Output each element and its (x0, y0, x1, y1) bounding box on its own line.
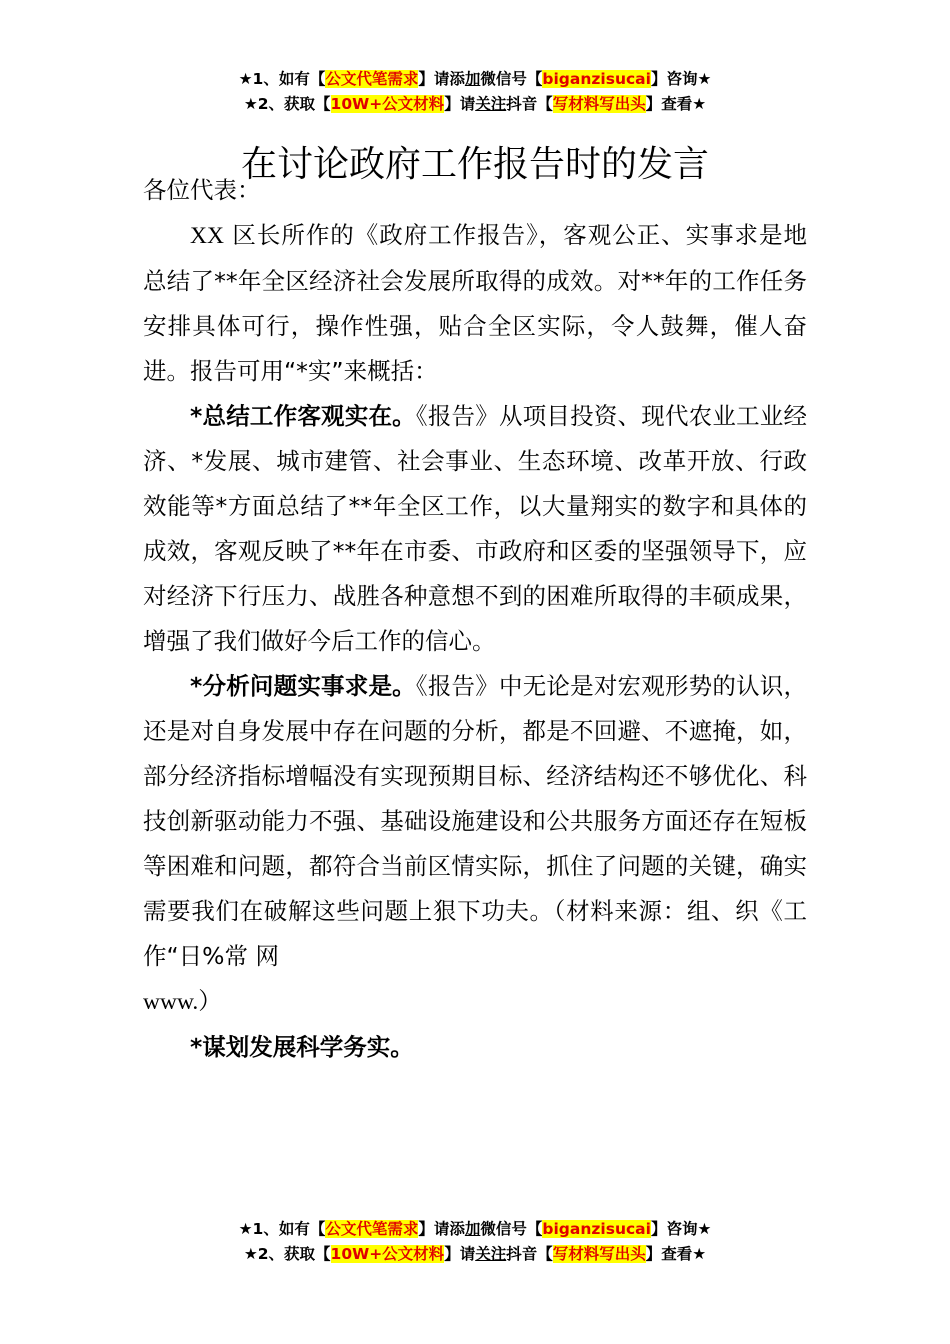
promo-highlight: 10W+公文材料 (330, 1245, 445, 1263)
paragraph-tail: www.） (143, 989, 222, 1015)
promo-text: 】请添 (418, 1220, 465, 1238)
promo-text: 微信号【 (480, 1220, 543, 1238)
promo-text: 】咨询★ (650, 70, 712, 88)
promo-text: ★1、如有【 (238, 1220, 326, 1238)
paragraph-1 (143, 213, 807, 394)
promo-underlined: 加 (464, 70, 481, 88)
paragraph-lead: *总结工作客观实在。 (190, 402, 416, 430)
promo-text: ★2、获取【 (243, 1245, 331, 1263)
promo-text: 】查看★ (645, 95, 707, 113)
promo-highlight: biganzisucai (542, 70, 651, 88)
promo-highlight: 公文代笔需求 (325, 1220, 419, 1238)
promo-highlight: 10W+公文材料 (330, 95, 445, 113)
salutation: 各位代表： (143, 176, 261, 204)
promo-underlined: 加 (464, 1220, 481, 1238)
promo-text: 】请添 (418, 70, 465, 88)
promo-text: 抖音【 (506, 1245, 553, 1263)
paragraph-lead: XX (190, 223, 224, 249)
paragraph-4 (143, 1025, 807, 1070)
promo-line-2 (0, 1242, 950, 1267)
promo-underlined: 关注 (475, 95, 507, 113)
promo-underlined: 关注 (475, 1245, 507, 1263)
promo-text: 抖音【 (506, 95, 553, 113)
promo-line-1 (0, 1217, 950, 1242)
paragraph-text: 《报告》从项目投资、现代农业工业经济、*发展、城市建管、社会事业、生态环境、改革开放、行政效能等*方面总结了**年全区工作，以大量翔实的数字和具体的成效，客观反映了**年在市委、市政府和区委的坚强领导下，应对经济下行压力、战胜各种意想不到的困难所取得的丰硕成果，增强了我们做好今后工作的信心。 (143, 402, 807, 655)
paragraph-lead: *分析问题实事求是。 (190, 672, 416, 700)
promo-text: 】咨询★ (650, 1220, 712, 1238)
paragraph-2 (143, 394, 807, 664)
paragraph-3 (143, 664, 807, 1025)
document-body (143, 168, 807, 1070)
promo-text: 微信号【 (480, 70, 543, 88)
promo-highlight: biganzisucai (542, 1220, 651, 1238)
header-promo (0, 67, 950, 117)
promo-highlight: 写材料写出头 (552, 1245, 646, 1263)
promo-text: 】查看★ (645, 1245, 707, 1263)
paragraph-text: 区长所作的《政府工作报告》，客观公正、实事求是地总结了**年全区经济社会发展所取得的成效。对**年的工作任务安排具体可行，操作性强，贴合全区实际，令人鼓舞，催人奋进。报告可用“*实”来概括： (143, 221, 807, 385)
promo-highlight: 写材料写出头 (552, 95, 646, 113)
document-title: 在讨论政府工作报告时的发言 (240, 144, 709, 186)
promo-text: 】请 (444, 1245, 476, 1263)
paragraph-lead: *谋划发展科学务实。 (190, 1033, 414, 1061)
promo-text: ★1、如有【 (238, 70, 326, 88)
paragraph-text: 《报告》中无论是对宏观形势的认识，还是对自身发展中存在问题的分析，都是不回避、不遮掩，如，部分经济指标增幅没有实现预期目标、经济结构还不够优化、科技创新驱动能力不强、基础设施建设和公共服务方面还存在短板等困难和问题，都符合当前区情实际，抓住了问题的关键，确实需要我们在破解这些问题上狠下功夫。（材料来源：组、织《工 作“日%常 网 (143, 672, 807, 970)
promo-text: ★2、获取【 (243, 95, 331, 113)
promo-text: 】请 (444, 95, 476, 113)
promo-line-2 (0, 92, 950, 117)
promo-highlight: 公文代笔需求 (325, 70, 419, 88)
footer-promo (0, 1217, 950, 1267)
promo-line-1 (0, 67, 950, 92)
